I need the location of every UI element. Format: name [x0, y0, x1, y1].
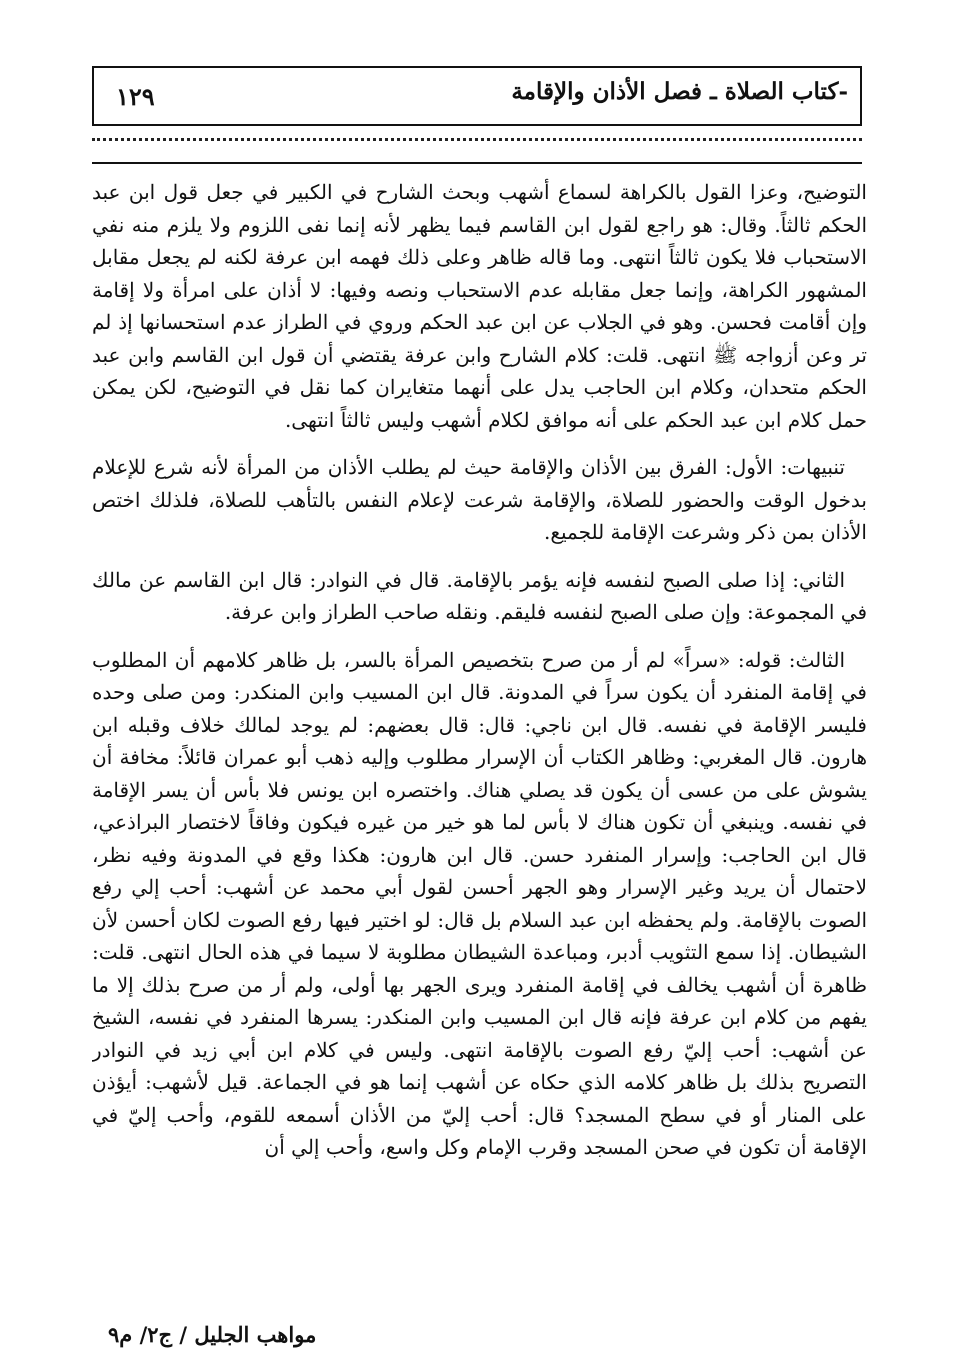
paragraph-continuation: التوضيح، وعزا القول بالكراهة لسماع أشهب وبحث الشارح في الكبير في جعل قول ابن عبد الحكم ثالثاً. وقال: هو راجع لقول ابن القاسم فيما يظهر لأنه إنما نفى اللزوم ولا يلزم منه نفي الاستحباب فلا يكون ثالثاً انتهى. وما قاله ظاهر وعلى ذلك فهمه ابن عرفة لكنه لم يجعل مقابل المشهور الكراهة، وإنما جعل مقابله عدم الاستحباب ونصه وفيها: لا أذان على امرأة ولا إقامة وإن أقامت فحسن. وهو في الجلاب عن ابن عبد الحكم وروي في الطراز عدم استحسانها إذ لم تر وعن أزواجه ﷺ انتهى. قلت: كلام الشارح وابن عرفة يقتضي أن قول ابن القاسم وابن عبد الحكم متحدان، وكلام ابن الحاجب يدل على أنهما متغايران كما نقل في التوضيح، لكن يمكن حمل كلام ابن عبد الحكم على أنه موافق لكلام أشهب وليس ثالثاً انتهى. [92, 180, 867, 432]
paragraph-notes-first: تنبيهات: الأول: الفرق بين الأذان والإقامة حيث لم يطلب الأذان من المرأة لأنه شرع للإعلام بدخول الوقت والحضور للصلاة، والإقامة شرعت لإعلام النفس بالتأهب للصلاة، فلذلك اختص الأذان بمن ذكر وشرعت الإقامة للجميع. [92, 455, 867, 544]
header-rule [92, 162, 862, 164]
main-text [92, 176, 867, 1308]
chapter-title: -كتاب الصلاة ـ فصل الأذان والإقامة [511, 78, 848, 105]
paragraph-notes-second: الثاني: إذا صلى الصبح لنفسه فإنه يؤمر بالإقامة. قال في النوادر: قال ابن القاسم عن مالك في المجموعة: وإن صلى الصبح لنفسه فليقم. ونقله صاحب الطراز وابن عرفة. [92, 567, 867, 624]
footer-signature: مواهب الجليل / ج٢/ م٩ [108, 1322, 317, 1347]
paragraph-notes-third: الثالث: قوله: «سراً» لم أر من صرح بتخصيص المرأة بالسر، بل ظاهر كلامهم أن المطلوب في إقامة المنفرد أن يكون سراً في المدونة. قال ابن المسيب وابن المنكدر: ومن صلى وحده فليسر الإقامة في نفسه. قال ابن ناجي: قال: قال بعضهم: لم يوجد لمالك خلاف وقبله ابن هارون. قال المغربي: وظاهر الكتاب أن الإسرار مطلوب وإليه ذهب أبو عمران قائلاً: مخافة أن يشوش على من عسى أن يكون قد يصلي هناك. واختصره ابن يونس فلا بأس أن يسر الإقامة في نفسه. وينبغي أن تكون هناك لا بأس لما هو خير من غيره فيكون وفاقاً لاختصار البراذعي، قال ابن الحاجب: وإسرار المنفرد حسن. قال ابن هارون: هكذا وقع في المدونة وفيه نظر، لاحتمال أن يريد وغير الإسرار وهو الجهر أحسن لقول أبي محمد عن أشهب: أحب إلي رفع الصوت بالإقامة. ولم يحفظه ابن عبد السلام بل قال: لو اختير فيها رفع الصوت لكان أحسن لأن الشيطان. إذا سمع التثويب أدبر، ومباعدة الشيطان مطلوبة لا سيما في هذه الحال انتهى. قلت: ظاهرة أن أشهب يخالف في إقامة المنفرد ويرى الجهر بها أولى، ولم أر من صرح بذلك إلا ما يفهم من كلام ابن عرفة فإنه قال ابن المسيب وابن المنكدر: يسرها المنفرد في نفسه، الشيخ عن أشهب: أحب إليّ رفع الصوت بالإقامة انتهى. وليس في كلام ابن أبي زيد في النوادر التصريح بذلك بل ظاهر كلامه الذي حكاه عن أشهب إنما هو في الجماعة. قيل لأشهب: أيؤذن على المنار أو في سطح المسجد؟ قال: أحب إليّ من الأذان أسمعه للقوم، وأحب إليّ في الإقامة أن تكون في صحن المسجد وقرب الإمام وكل واسع، وأحب إلي أن [92, 647, 867, 1159]
page-number: ١٢٩ [116, 82, 155, 111]
running-header [92, 66, 862, 126]
dotted-separator [92, 138, 862, 141]
